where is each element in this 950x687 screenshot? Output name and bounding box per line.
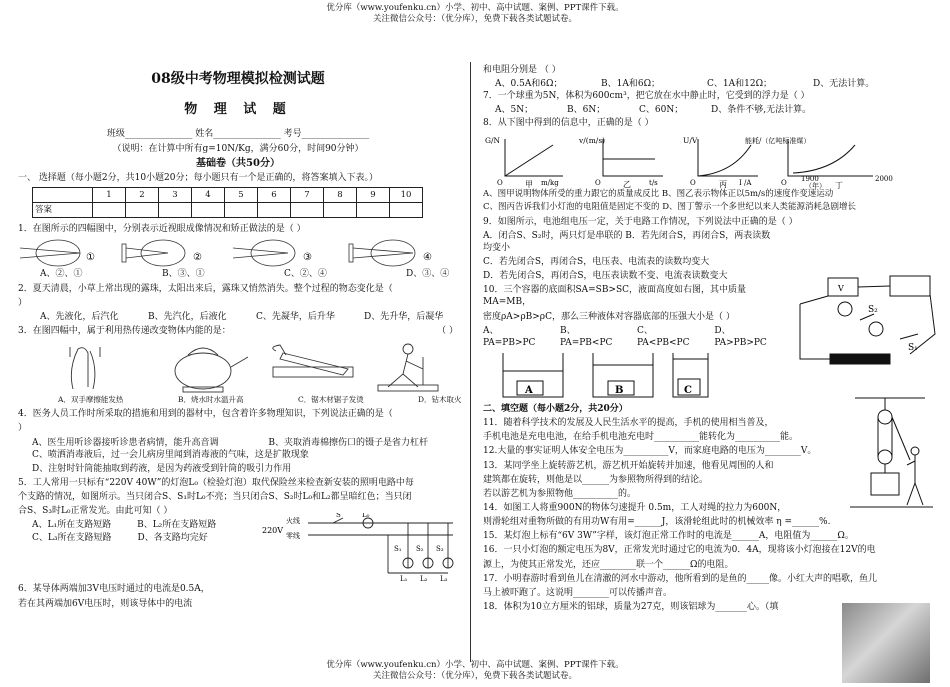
container-a-label: A	[525, 385, 533, 397]
answer-cell[interactable]	[159, 203, 192, 218]
q5-block	[18, 513, 458, 584]
exam-title: 08级中考物理模拟检测试题	[151, 71, 325, 87]
m-axis-label: m/kg	[541, 178, 559, 187]
graph-ding-label: 丁	[835, 180, 843, 189]
column-divider	[470, 62, 471, 662]
q2-option-d[interactable]: D、先升华，后凝华	[364, 311, 444, 322]
q10-option-c[interactable]: C、PA<PB<PC	[637, 325, 690, 348]
fill-in-block	[483, 417, 843, 514]
header-line-2: 关注微信公众号：（优分库），免费下载各类试题试卷。	[372, 14, 577, 25]
question-18: 18．体积为10立方厘米的铝球，质量为27克，则该铝球为_______心。（填	[483, 602, 779, 613]
u-axis-label: U/V	[683, 135, 698, 145]
g-axis-label: G/N	[485, 135, 501, 145]
q5-switch-label: S	[336, 513, 341, 520]
answer-col-number: 2	[126, 188, 159, 203]
q10-containers	[493, 349, 743, 401]
eye-fig-label: ④	[423, 251, 432, 263]
q3-option-a[interactable]: A．双手摩擦能发热	[58, 395, 124, 405]
answer-col-number: 4	[192, 188, 225, 203]
question-4: 4．医务人员工作时所采取的措施和用到的器材中，包含着许多物理知识，下列说法正确的是（	[18, 409, 393, 420]
question-2	[18, 283, 458, 295]
q5-s2-label: S₂	[416, 545, 424, 554]
q5-option-a[interactable]: A、L₁所在支路短路	[32, 520, 112, 531]
q6-option-b[interactable]: B、1A和6Ω；	[601, 79, 661, 90]
eye-diagram-1	[20, 240, 80, 266]
question-6-line1: 6．某导体两端加3V电压时通过的电流是0.5A，	[18, 584, 210, 595]
question-10-line1: 10．三个容器的底面积SA=SB>SC，液面高度如右图，其中质量MA=MB，	[483, 285, 747, 308]
answer-cell[interactable]	[324, 203, 357, 218]
question-5-line2: 个支路的情况，如图所示。当只闭合S、S₁时L₀不亮；当只闭合S、S₂时L₀和L₂都呈暗红色；当只闭	[18, 492, 412, 503]
eye-diagram-2	[122, 240, 185, 266]
q4-option-d[interactable]: D、注射时针筒能抽取到药液，是因为药液受到针筒的吸引力作用	[32, 463, 292, 474]
eye-diagrams	[18, 238, 458, 268]
q5-fire-label: 火线	[286, 517, 300, 526]
q7-option-a[interactable]: A、5N；	[495, 105, 534, 116]
answer-row	[33, 203, 423, 218]
question-9: 9．如图所示，电池组电压一定，关于电路工作情况，下列说法中正确的是（ ）	[483, 216, 798, 227]
answer-row-label: 答案	[33, 203, 93, 218]
q9-s2-label: S₂	[868, 305, 878, 315]
section1-title: 一、 选择题（每小题2分，共10小题20分；每小题只有一个是正确的，将答案填入下表。）	[18, 173, 378, 184]
page-footer	[0, 660, 950, 682]
rubbing-hands-icon	[70, 347, 100, 389]
q9-options	[483, 230, 778, 349]
question-3-text: 3．在图四幅中，属于利用热传递改变物体内能的是：	[18, 326, 231, 337]
q2-option-b[interactable]: B、先汽化，后液化	[148, 311, 227, 322]
answer-col-number: 7	[291, 188, 324, 203]
q2-option-c[interactable]: C、先凝华，后升华	[256, 311, 335, 322]
q5-voltage-label: 220V	[262, 526, 284, 536]
q7-options	[483, 104, 933, 116]
question-2-text: 2．夏天清晨，小草上常出现的露珠，太阳出来后，露珠又悄然消失。整个过程的物态变化是（	[18, 283, 393, 294]
answer-cell[interactable]	[357, 203, 390, 218]
section2-title: 二、填空题（每小题2分，共20分）	[483, 404, 628, 415]
question-4-end: ）	[18, 423, 28, 434]
graph-yi-label: 乙	[623, 179, 631, 189]
answer-col-number: 5	[225, 188, 258, 203]
q6-option-d[interactable]: D、无法计算。	[813, 79, 875, 90]
answer-cell[interactable]	[291, 203, 324, 218]
question-1: 1．在图所示的四幅图中，分别表示近视眼成像情况和矫正做法的是（ ）	[18, 224, 306, 235]
q10-option-d[interactable]: D、PA>PB>PC	[714, 325, 767, 348]
q8-graphs	[483, 131, 933, 189]
origin-label: O	[497, 178, 503, 187]
answer-col-number: 1	[93, 188, 126, 203]
eye-diagram-3	[233, 240, 295, 266]
answer-table	[32, 187, 423, 218]
answer-col-number: 10	[390, 188, 423, 203]
header-line-1: 优分库（www.youfenku.cn）小学、初中、高中试题、案例、PPT课件下载。	[326, 3, 624, 13]
question-16-line1: 16．一只小灯泡的额定电压为8V，正常发光时通过它的电流为0．4A，现将该小灯泡接在12V的电	[483, 545, 876, 556]
question-12: 12.大量的事实证明人体安全电压为__________V，而家庭电路的电压为________V。	[483, 446, 817, 457]
q2-options	[18, 311, 458, 323]
q6-option-c[interactable]: C、1A和12Ω；	[707, 79, 773, 90]
q4-option-c[interactable]: C、喷洒消毒液后，过一会儿病房里闻到消毒液的气味，这是扩散现象	[32, 449, 309, 460]
pulley-worker-figure	[845, 395, 935, 520]
q6-option-a[interactable]: A、0.5A和6Ω；	[495, 79, 563, 90]
q5-l1-label: L₁	[400, 575, 408, 584]
student-info-line: 班级_______________ 姓名_______________ 考号_______________	[106, 129, 370, 140]
question-10-line2: 密度ρA>ρB>ρC，那么三种液体对容器底部的压强大小是（ ）	[483, 311, 735, 322]
q5-l2-label: L₂	[420, 575, 428, 584]
q9-circuit-diagram	[790, 274, 938, 374]
origin-label: O	[690, 178, 696, 187]
q7-option-b[interactable]: B、6N；	[567, 105, 606, 116]
question-14-line2: 则滑轮组对重物所做的有用功W有用=______J，该滑轮组此时的机械效率 η =______%.	[483, 517, 831, 528]
exam-note: （说明：在计算中所有g=10N/Kg，满分60分，时间90分钟）	[112, 143, 364, 154]
q5-zero-label: 零线	[286, 532, 300, 541]
answer-cell[interactable]	[93, 203, 126, 218]
q6-options	[483, 78, 933, 90]
answer-cell[interactable]	[390, 203, 423, 218]
q5-s1-label: S₁	[394, 545, 402, 554]
question-2-end: ）	[18, 297, 28, 308]
q9-s1-label: S₁	[908, 343, 918, 353]
q8-option-ab[interactable]: A、图甲说明物体所受的重力跟它的质量成反比 B、图乙表示物体正以5m/s的速度作变速运动	[483, 188, 834, 199]
q3-options	[18, 395, 462, 405]
question-13-line2: 建筑都在旋转，则他是以______为参照物所得到的结论。	[483, 474, 709, 485]
kettle-icon	[175, 348, 248, 392]
section-basic: 基础卷（共50分）	[196, 157, 280, 169]
energy-axis-label: 能耗/（亿吨标准煤）	[745, 136, 811, 145]
q1-option-a[interactable]: A、②、①	[40, 268, 83, 279]
q2-option-a[interactable]: A、先液化，后汽化	[40, 311, 119, 322]
question-14-line1: 14．如图工人将重900N的物体匀速提升 0.5m，工人对绳的拉力为600N，	[483, 503, 787, 514]
question-8: 8．从下图中得到的信息中，正确的是（ ）	[483, 117, 654, 128]
q1-option-c[interactable]: C、②、④	[284, 268, 327, 279]
question-16-line2: 源上，为使其正常发光，还应________联一个______Ω的电阻。	[483, 559, 734, 570]
answer-cell[interactable]	[126, 203, 159, 218]
eye-diagram-4	[349, 240, 415, 266]
voltmeter-label: V	[838, 284, 844, 293]
q5-l3-label: L₃	[440, 575, 448, 584]
question-13-line1: 13．某同学坐上旋转游艺机，游艺机开始旋转并加速，他看见周围的人和	[483, 460, 774, 471]
q10-option-b[interactable]: B、PA=PB<PC	[559, 325, 613, 348]
q9-option-d[interactable]: D．若先闭合S，再闭合S，电压表读数不变、电流表读数变大	[483, 271, 728, 282]
exam-subtitle: 物 理 试 题	[184, 101, 292, 117]
q3-option-b[interactable]: B．烧水时水温升高	[178, 395, 244, 405]
footer-line-2: 关注微信公众号：（优分库），免费下载各类试题试卷。	[372, 671, 577, 682]
question-15: 15．某灯泡上标有“6V 3W”字样，该灯泡正常工作时的电流是______A，电阻值为______Ω。	[483, 531, 854, 542]
question-7: 7．一个球重为5N，体积为600cm³，把它放在水中静止时，它受到的浮力是（ ）	[483, 91, 810, 102]
question-17-line2: 马上被吓跑了。这说明________可以传播声音。	[483, 587, 673, 598]
answer-cell[interactable]	[225, 203, 258, 218]
question-5-line3: 合S、S₃时L₀正常发光。由此可知（ ）	[18, 506, 173, 517]
q10-option-a[interactable]: A、PA=PB>PC	[483, 325, 536, 348]
origin-label: O	[781, 178, 787, 187]
page-header	[0, 3, 950, 25]
q3-option-d[interactable]: D．钻木取火	[418, 395, 462, 405]
answer-col-number: 6	[258, 188, 291, 203]
q5-option-b[interactable]: B、L₂所在支路短路	[137, 520, 217, 531]
eye-fig-label: ②	[193, 251, 202, 263]
answer-cell[interactable]	[258, 203, 291, 218]
q5-option-c[interactable]: C、L₃所在支路短路	[32, 532, 112, 543]
question-17-line1: 17．小明春游时看到鱼儿在清澈的河水中游动，他所看到的是鱼的_____像。小红大声的唱歌，鱼儿	[483, 573, 877, 584]
container-b-label: B	[615, 385, 624, 397]
q9-option-ab[interactable]: A．闭合S、S₂时，两只灯是串联的 B．若先闭合S，再闭合S，两表读数均变小	[483, 230, 771, 253]
origin-label: O	[595, 178, 601, 187]
left-column	[18, 64, 462, 612]
q8-option-cd[interactable]: C、图丙告诉我们小灯泡的电阻值是固定不变的 D、图丁警示一个多世纪以来人类能源消耗急剧增长	[483, 202, 857, 213]
q4-options-row1	[18, 437, 458, 449]
graph-bing-label: 丙	[719, 179, 727, 189]
q9-option-c[interactable]: C．若先闭合S，再闭合S，电压表、电流表的读数均变大	[483, 257, 710, 268]
answer-col-number: 3	[159, 188, 192, 203]
graph-jia-label: 甲	[525, 179, 533, 189]
question-11-line2: 手机电池是充电电池，在给手机电池充电时__________能转化为__________能。	[483, 432, 799, 443]
year-2000-label: 2000	[875, 174, 893, 183]
question-11-line1: 11．随着科学技术的发展及人民生活水平的提高，手机的使用相当普及，	[483, 418, 774, 429]
eye-fig-label: ③	[303, 251, 312, 263]
q1-option-b[interactable]: B、③、①	[162, 268, 205, 279]
drilling-wood-icon	[378, 344, 438, 391]
t-axis-label: t/s	[649, 178, 658, 187]
question-3-paren: （ ）	[437, 326, 458, 337]
q7-option-d[interactable]: D、条件不够,无法计算。	[711, 105, 812, 116]
q5-option-d[interactable]: D、各支路均完好	[137, 532, 208, 543]
question-5-line1: 5．工人常用一只标有“220V 40W”的灯泡L₀（检验灯泡）取代保险丝来检查新安装的照明电路中每	[18, 478, 414, 489]
q1-option-d[interactable]: D、③、④	[406, 268, 450, 279]
q10-options	[483, 325, 778, 349]
q3-pictures	[18, 339, 458, 395]
answer-col-number: 9	[357, 188, 390, 203]
q4-option-b[interactable]: B、夹取消毒棉擦伤口的镊子是省力杠杆	[268, 437, 428, 448]
answer-cell[interactable]	[192, 203, 225, 218]
eye-fig-label: ①	[86, 251, 95, 263]
q1-options	[18, 268, 458, 280]
question-13-line3: 若以游艺机为参照物他__________的。	[483, 488, 637, 499]
container-c-label: C	[684, 385, 692, 397]
footer-line-1: 优分库（www.youfenku.cn）小学、初中、高中试题、案例、PPT课件下载。	[326, 660, 624, 670]
q4-option-a[interactable]: A、医生用听诊器接听诊患者病情，能升高音调	[32, 437, 219, 448]
year-1900-label: 1900	[801, 174, 819, 183]
q5-options	[18, 519, 258, 583]
answer-table-header	[33, 188, 423, 203]
v-axis-label: v/(m/s)	[579, 135, 606, 145]
question-6-line2: 若在其两端加6V电压时，则该导体中的电流	[18, 598, 193, 609]
q7-option-c[interactable]: C、60N；	[639, 105, 684, 116]
question-6-line3: 和电阻分别是 （ ）	[483, 65, 561, 75]
year-unit-label: （年）	[805, 181, 826, 189]
answer-col-number: 8	[324, 188, 357, 203]
i-axis-label: I /A	[739, 178, 752, 187]
q5-s3-label: S₃	[436, 545, 444, 554]
q3-option-c[interactable]: C．锯木材锯子发烫	[298, 395, 364, 405]
saw-icon	[273, 345, 353, 377]
q5-l0-label: L₀	[362, 513, 370, 520]
question-3	[18, 325, 458, 337]
q5-circuit-diagram	[258, 513, 458, 583]
